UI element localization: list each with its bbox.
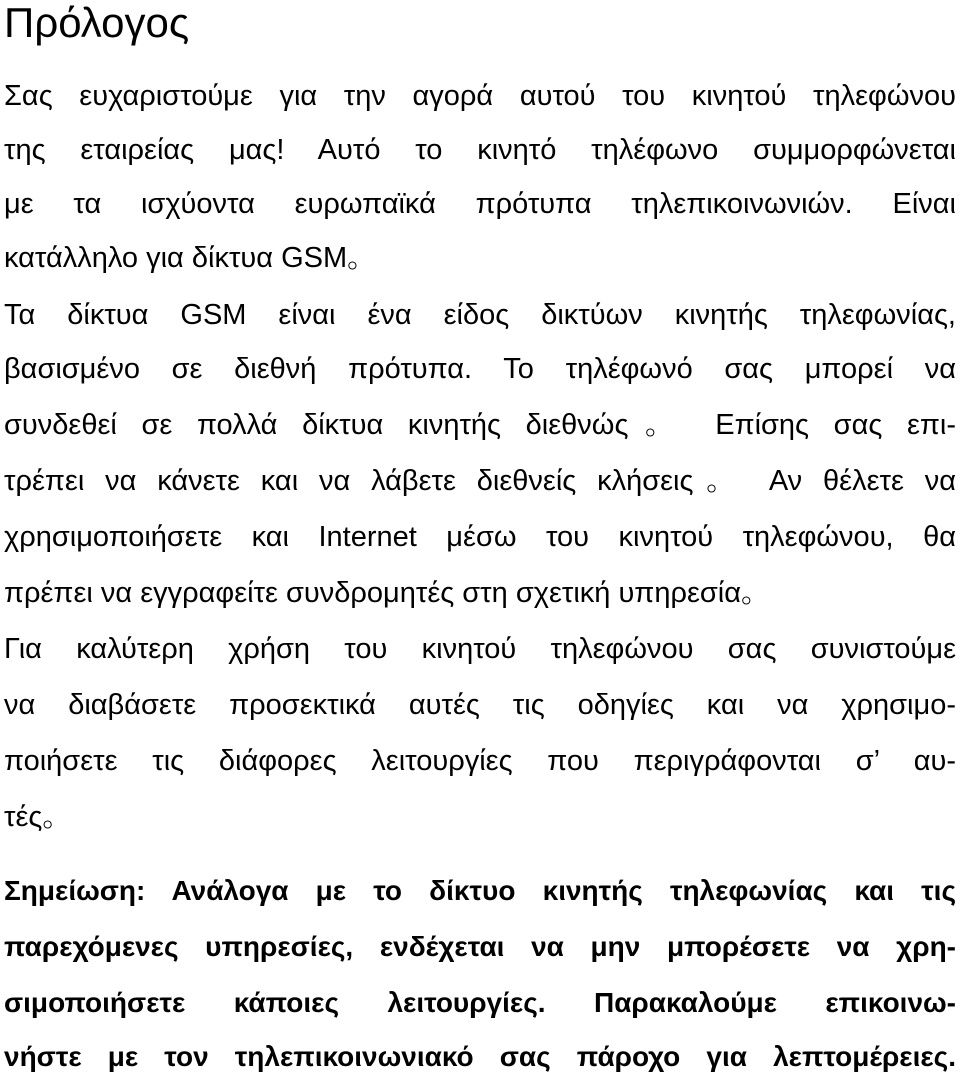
note-line: σιμοποιήσετε κάποιες λειτουργίες. Παρακαλούμε επικοινω-: [4, 987, 956, 1018]
intro-line: της εταιρείας μας! Αυτό το κινητό τηλέφωνο συμμορφώνεται: [4, 134, 956, 166]
note-line: παρεχόμενες υπηρεσίες, ενδέχεται να μην μπορέσετε να χρη-: [4, 931, 956, 962]
intro-line: τρέπει να κάνετε και να λάβετε διεθνείς κλήσεις。 Αν θέλετε να: [4, 465, 956, 497]
intro-line: τές。: [4, 801, 72, 833]
note-line: Σημείωση: Ανάλογα με το δίκτυο κινητής τηλεφωνίας και τις: [4, 875, 956, 906]
intro-line: Σας ευχαριστούμε για την αγορά αυτού του κινητού τηλεφώνου: [4, 80, 956, 112]
intro-line: με τα ισχύοντα ευρωπαϊκά πρότυπα τηλεπικοινωνιών. Είναι: [4, 188, 956, 220]
page-title: Πρόλογος: [4, 0, 190, 46]
intro-line: Για καλύτερη χρήση του κινητού τηλεφώνου σας συνιστούμε: [4, 633, 956, 665]
intro-line: ποιήσετε τις διάφορες λειτουργίες που περιγράφονται σ’ αυ-: [4, 745, 956, 777]
intro-line: βασισμένο σε διεθνή πρότυπα. Το τηλέφωνό σας μπορεί να: [4, 353, 956, 385]
intro-line: να διαβάσετε προσεκτικά αυτές τις οδηγίες και να χρησιμο-: [4, 689, 956, 721]
intro-line: πρέπει να εγγραφείτε συνδρομητές στη σχετική υπηρεσία。: [4, 577, 770, 609]
intro-line: Τα δίκτυα GSM είναι ένα είδος δικτύων κινητής τηλεφωνίας,: [4, 299, 956, 331]
note-line: νήστε με τον τηλεπικοινωνιακό σας πάροχο για λεπτομέρειες.: [4, 1041, 956, 1072]
intro-line: συνδεθεί σε πολλά δίκτυα κινητής διεθνώς。 Επίσης σας επι-: [4, 409, 956, 441]
intro-line: χρησιμοποιήσετε και Internet μέσω του κινητού τηλεφώνου, θα: [4, 521, 956, 553]
intro-line: κατάλληλο για δίκτυα GSM。: [4, 242, 377, 274]
